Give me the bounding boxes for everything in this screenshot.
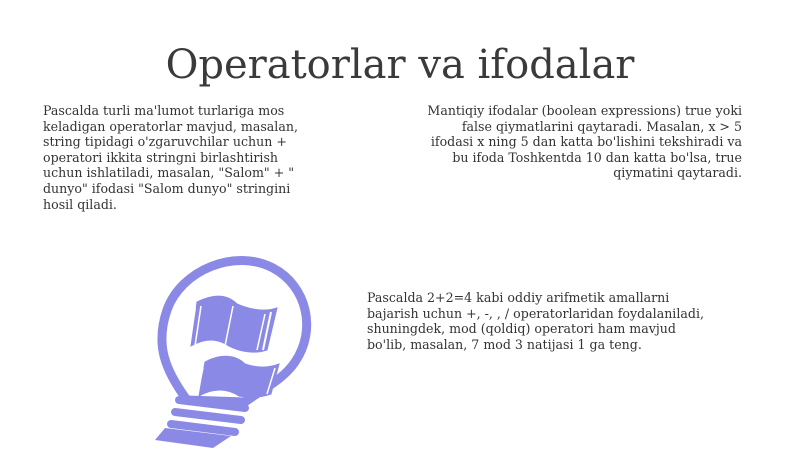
paragraph-boolean-expressions: Mantiqiy ifodalar (boolean expressions) true yoki false qiymatlarini qaytaradi. Masalan, x > 5 ifodasi x ning 5 dan katta bo'lishini tekshiradi va bu ifoda Toshkentda 10 dan katta bo'lsa, true qiymatini qaytaradi. bbox=[427, 103, 742, 181]
slide-title: Operatorlar va ifodalar bbox=[165, 41, 635, 88]
lightbulb-book-icon bbox=[95, 250, 315, 450]
paragraph-string-operators: Pascalda turli ma'lumot turlariga mos keladigan operatorlar mavjud, masalan, string tipidagi o'zgaruvchilar uchun + operatori ikkita stringni birlashtirish uchun ishlatiladi, masalan, "Salom" + " dunyo" ifodasi "Salom dunyo" stringini hosil qiladi. bbox=[43, 103, 298, 212]
paragraph-arithmetic-operators: Pascalda 2+2=4 kabi oddiy arifmetik amallarni bajarish uchun +, -, , / operatorlaridan foydalaniladi, shuningdek, mod (qoldiq) operatori ham mavjud bo'lib, masalan, 7 mod 3 natijasi 1 ga teng. bbox=[367, 290, 704, 352]
